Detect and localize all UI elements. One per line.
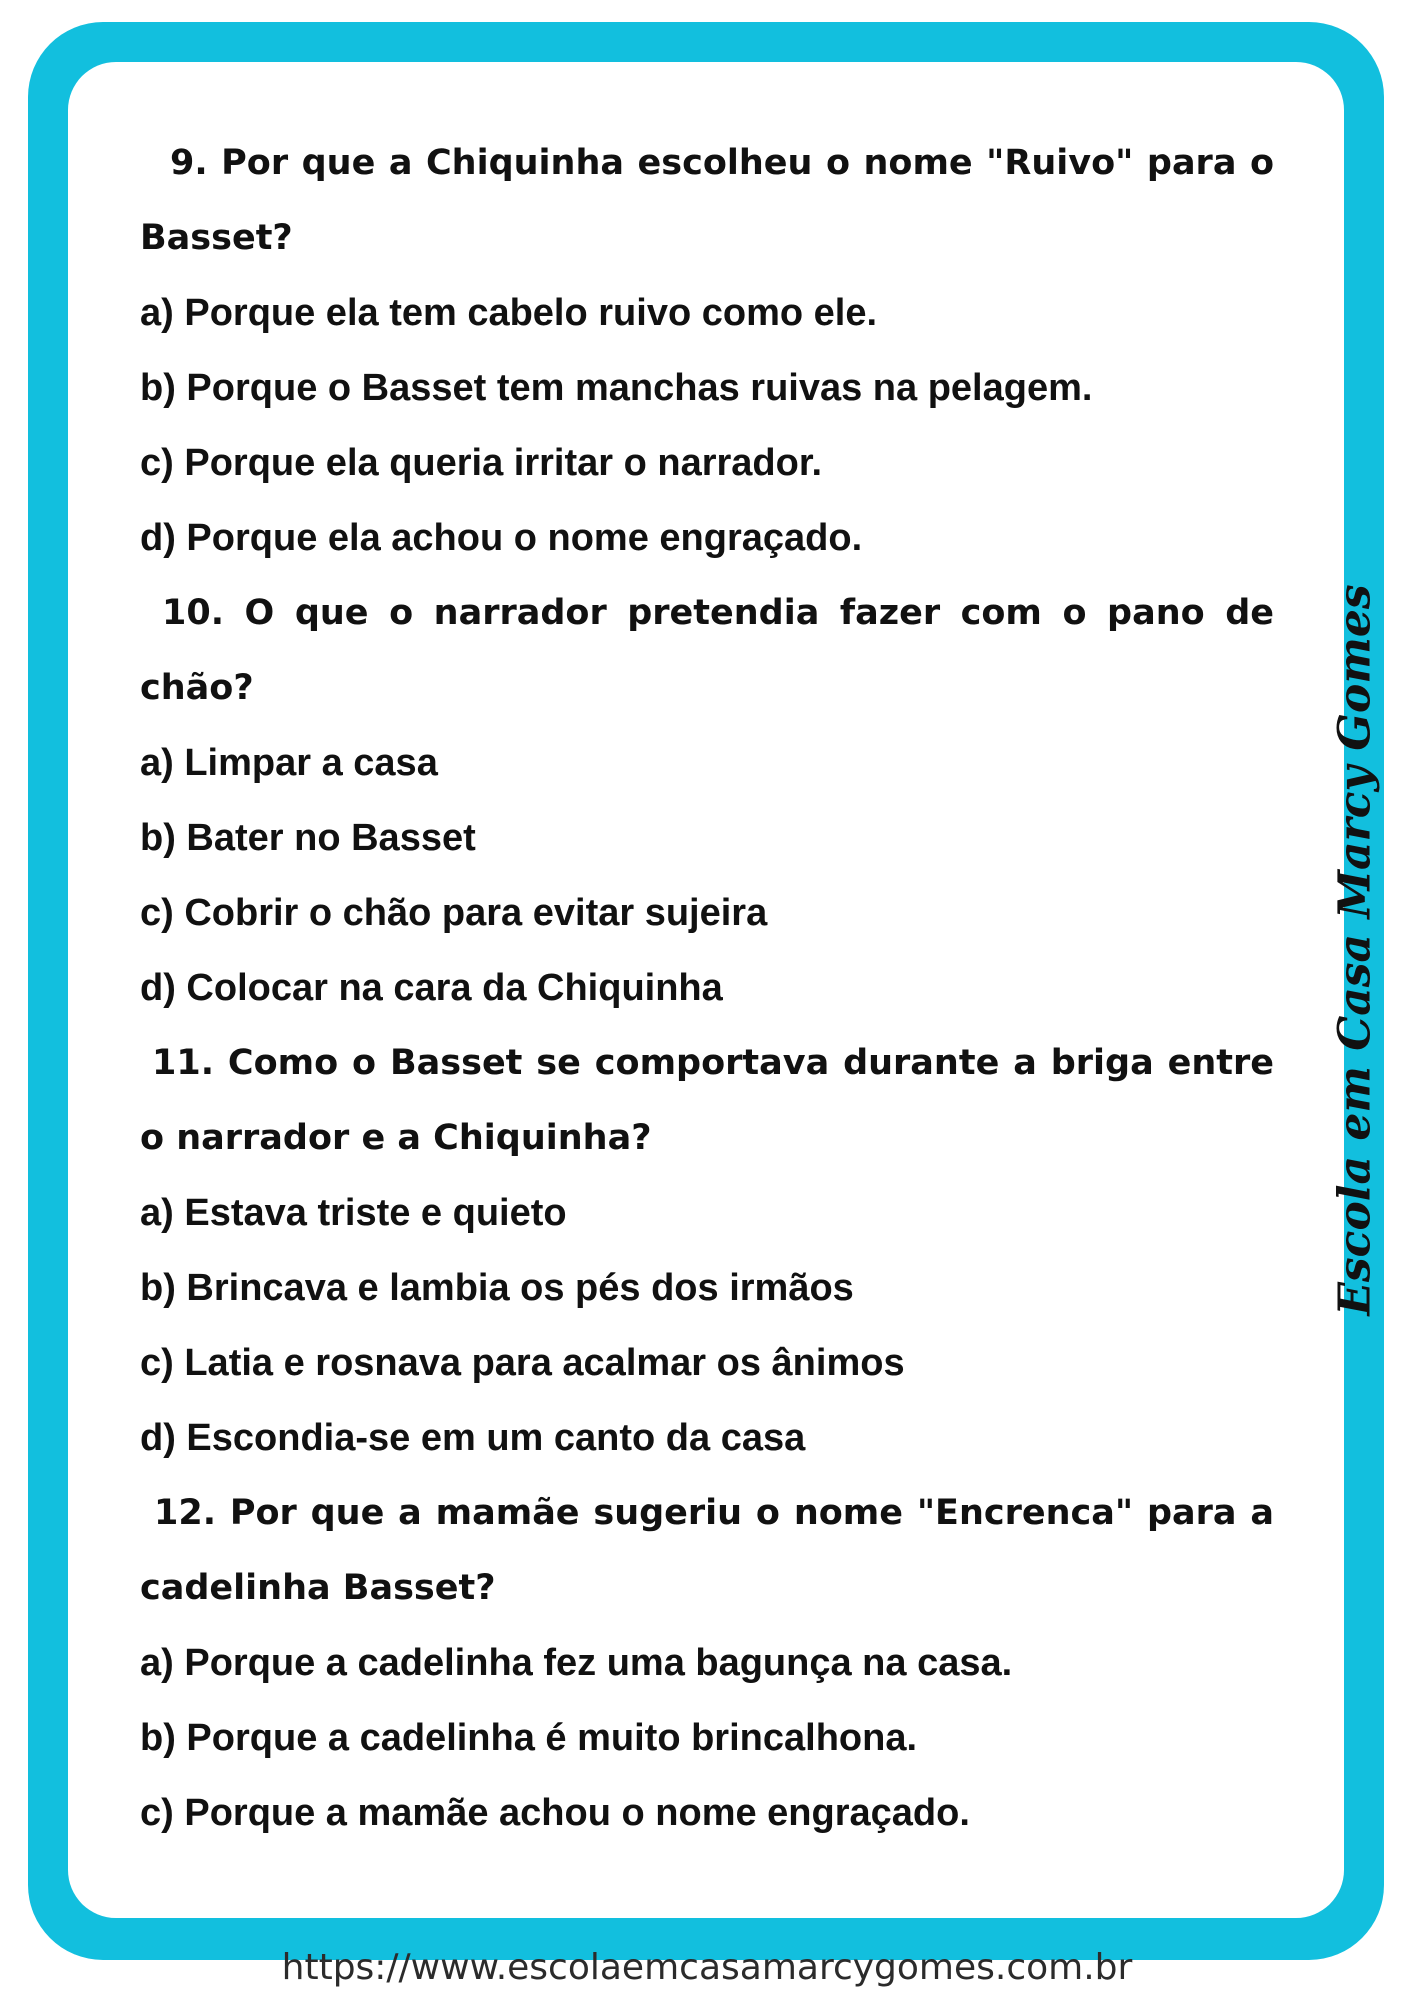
question-9-option-b: b) Porque o Basset tem manchas ruivas na pelagem. [140,367,1093,409]
question-9-option-a: a) Porque ela tem cabelo ruivo como ele. [140,292,878,334]
question-11-option-c: c) Latia e rosnava para acalmar os ânimos [140,1342,905,1384]
question-9-option-d: d) Porque ela achou o nome engraçado. [140,517,863,559]
question-10-option-b: b) Bater no Basset [140,817,476,859]
question-12-option-a: a) Porque a cadelinha fez uma bagunça na casa. [140,1642,1013,1684]
question-11-option-a: a) Estava triste e quieto [140,1192,567,1234]
question-11: 11. Como o Basset se comportava durante a briga entre o narrador e a Chiquinha? [140,1043,1274,1158]
question-10-option-c: c) Cobrir o chão para evitar sujeira [140,892,768,934]
question-12-option-c: c) Porque a mamãe achou o nome engraçado. [140,1792,970,1834]
question-11-option-d: d) Escondia-se em um canto da casa [140,1417,806,1459]
question-10-option-d: d) Colocar na cara da Chiquinha [140,967,723,1009]
side-watermark-label: Escola em Casa Marcy Gomes [1329,584,1381,1316]
question-9: 9. Por que a Chiquinha escolheu o nome "Ruivo" para o Basset? [140,143,1274,258]
question-12: 12. Por que a mamãe sugeriu o nome "Encrenca" para a cadelinha Basset? [140,1493,1274,1608]
question-10-option-a: a) Limpar a casa [140,742,438,784]
question-10: 10. O que o narrador pretendia fazer com o pano de chão? [140,593,1274,708]
footer-url-link[interactable]: https://www.escolaemcasamarcygomes.com.br [281,1947,1133,1988]
question-12-option-b: b) Porque a cadelinha é muito brincalhona. [140,1717,918,1759]
worksheet-content [140,126,1274,1851]
question-11-option-b: b) Brincava e lambia os pés dos irmãos [140,1267,854,1309]
question-9-option-c: c) Porque ela queria irritar o narrador. [140,442,823,484]
